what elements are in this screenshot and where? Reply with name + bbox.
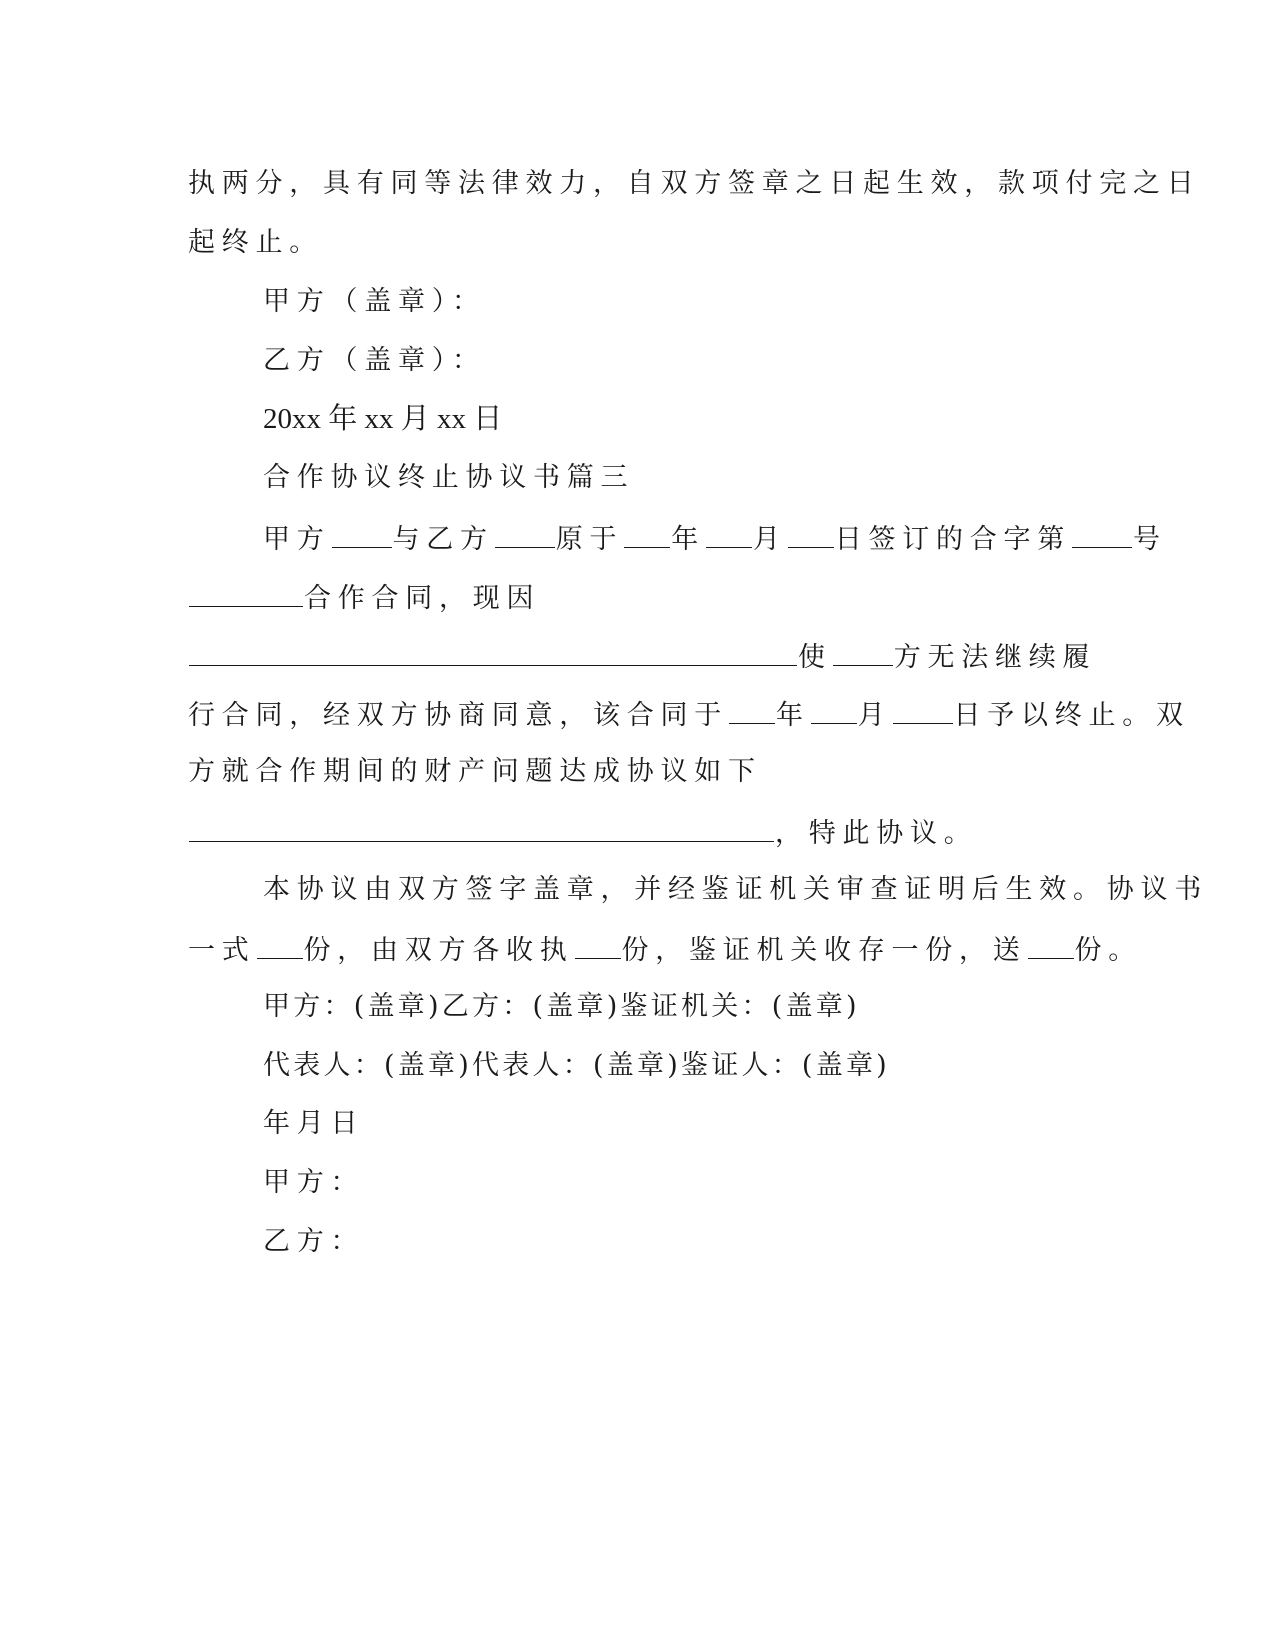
blank-field bbox=[893, 699, 953, 724]
paragraph-line bbox=[188, 641, 1275, 671]
text-segment: 日签订的合字第 bbox=[834, 524, 1071, 555]
blank-field bbox=[189, 817, 774, 842]
text-segment: 年 bbox=[776, 700, 810, 731]
text-segment: ，特此协议。 bbox=[775, 818, 978, 849]
blank-field bbox=[788, 523, 834, 548]
text-segment: 份，鉴证机关收存一份，送 bbox=[621, 935, 1027, 966]
paragraph-line bbox=[188, 817, 1275, 847]
text-segment: 行合同，经双方协商同意，该合同于 bbox=[188, 700, 728, 731]
text-segment: 一式 bbox=[188, 935, 256, 966]
blank-field bbox=[575, 934, 621, 959]
paragraph-line bbox=[188, 699, 1275, 729]
blank-field bbox=[189, 641, 797, 666]
text-segment: 与乙方 bbox=[392, 524, 494, 555]
text-segment: 年 bbox=[671, 524, 705, 555]
text-segment: 甲方 bbox=[263, 524, 331, 555]
paragraph-line: 起终止。 bbox=[188, 227, 323, 258]
text-segment: 日予以终止。双 bbox=[953, 700, 1190, 731]
blank-field bbox=[495, 523, 555, 548]
text-segment: 号 bbox=[1133, 524, 1167, 555]
text-segment: 合作合同，现因 bbox=[304, 583, 541, 614]
blank-field bbox=[729, 699, 775, 724]
blank-field bbox=[811, 699, 857, 724]
date-blank-line: 年月日 bbox=[263, 1108, 365, 1139]
paragraph-line: 本协议由双方签字盖章，并经鉴证机关审查证明后生效。协议书 bbox=[263, 874, 1208, 905]
text-segment: 月 bbox=[857, 700, 892, 731]
blank-field bbox=[706, 523, 752, 548]
text-segment: 份。 bbox=[1074, 935, 1142, 966]
paragraph-line bbox=[188, 582, 1275, 612]
blank-field bbox=[624, 523, 670, 548]
party-b-seal-line: 乙方（盖章）： bbox=[263, 345, 486, 376]
signature-row: 甲方：(盖章)乙方：(盖章)鉴证机关：(盖章) bbox=[263, 991, 860, 1022]
blank-field bbox=[332, 523, 392, 548]
party-a-seal-line: 甲方（盖章）： bbox=[263, 286, 486, 317]
party-b-line: 乙方： bbox=[263, 1226, 365, 1257]
blank-field bbox=[189, 582, 303, 607]
text-segment: 份，由双方各收执 bbox=[303, 935, 574, 966]
text-segment: 使 bbox=[798, 642, 832, 673]
blank-field bbox=[833, 641, 893, 666]
text-segment: 原于 bbox=[555, 524, 624, 555]
paragraph-line bbox=[188, 934, 1275, 964]
text-segment: 月 bbox=[753, 524, 787, 555]
paragraph-line: 方就合作期间的财产问题达成协议如下 bbox=[188, 756, 762, 787]
date-line: 20xx 年 xx 月 xx 日 bbox=[263, 403, 503, 435]
party-a-line: 甲方： bbox=[263, 1167, 365, 1198]
section-title: 合作协议终止协议书篇三 bbox=[263, 462, 635, 493]
blank-field bbox=[1028, 934, 1074, 959]
blank-field bbox=[257, 934, 303, 959]
blank-field bbox=[1072, 523, 1132, 548]
text-segment: 方无法继续履 bbox=[893, 642, 1097, 673]
signature-row: 代表人：(盖章)代表人：(盖章)鉴证人：(盖章) bbox=[263, 1050, 890, 1081]
paragraph-line: 执两分，具有同等法律效力，自双方签章之日起生效，款项付完之日 bbox=[188, 168, 1201, 199]
paragraph-line bbox=[263, 523, 1275, 553]
